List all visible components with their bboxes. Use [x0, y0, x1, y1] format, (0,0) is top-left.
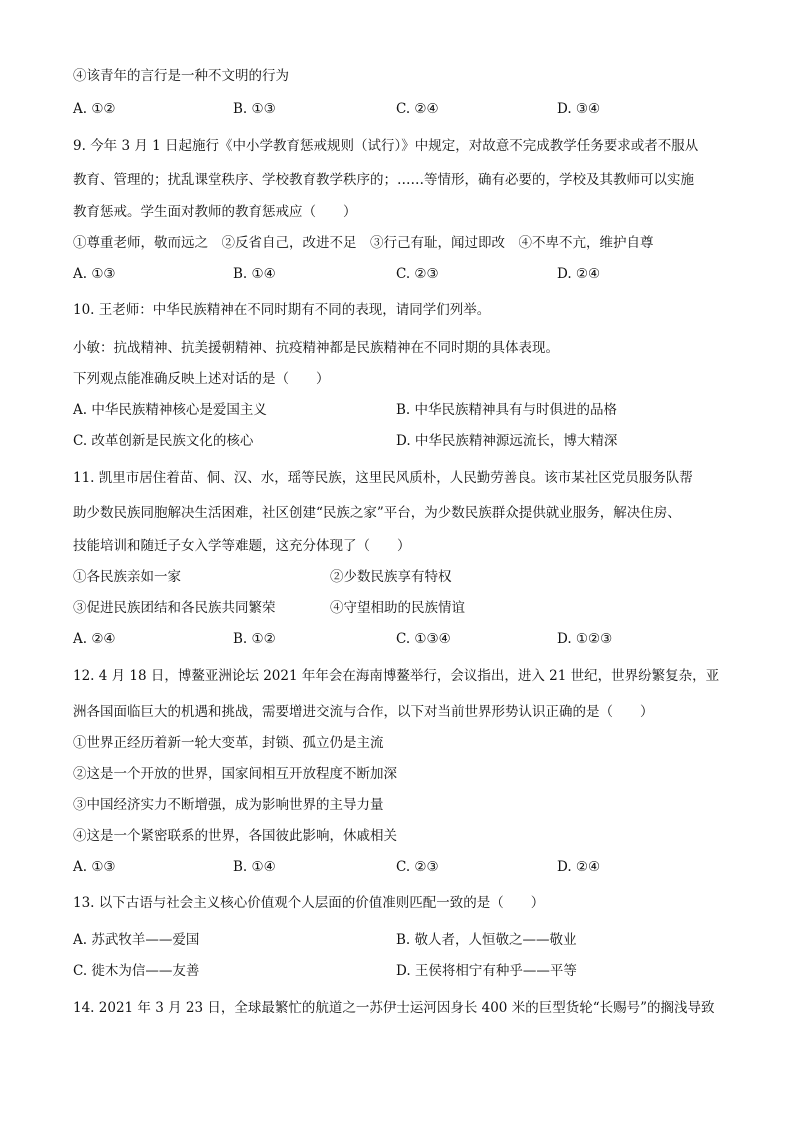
q9-items: ①尊重老师，敬而远之 ②反省自己，改进不足 ③行己有耻，闻过即改 ④不卑不亢，维护自尊 [73, 235, 654, 251]
q12-item-3: ③中国经济实力不断增强，成为影响世界的主导力量 [73, 797, 384, 813]
q13-option-d: D. 王侯将相宁有种乎——平等 [396, 963, 577, 979]
q11-option-b: B. ①② [233, 631, 276, 647]
q11-item-2: ②少数民族享有特权 [330, 569, 452, 585]
q12-item-1: ①世界正经历着新一轮大变革，封锁、孤立仍是主流 [73, 735, 384, 751]
q8-item-4: ④该青年的言行是一种不文明的行为 [73, 68, 289, 84]
q9-option-a: A. ①③ [73, 266, 116, 282]
q14-stem-line-1: 14. 2021 年 3 月 23 日，全球最繁忙的航道之一苏伊士运河因身长 400 米的巨型货轮“长赐号”的搁浅导致 [73, 1000, 715, 1016]
q9-option-b: B. ①④ [233, 266, 276, 282]
q12-stem-line-1: 12. 4 月 18 日，博鳌亚洲论坛 2021 年年会在海南博鳌举行，会议指出，进入 21 世纪，世界纷繁复杂，亚 [73, 668, 720, 684]
q10-option-c: C. 改革创新是民族文化的核心 [73, 433, 254, 449]
q12-item-4: ④这是一个紧密联系的世界，各国彼此影响，休戚相关 [73, 828, 397, 844]
q9-option-d: D. ②④ [557, 266, 601, 282]
q11-item-3: ③促进民族团结和各民族共同繁荣 [73, 600, 276, 616]
q8-option-d: D. ③④ [557, 101, 601, 117]
q10-stem-line-2: 小敏：抗战精神、抗美援朝精神、抗疫精神都是民族精神在不同时期的具体表现。 [73, 340, 559, 356]
q11-option-d: D. ①②③ [557, 631, 613, 647]
q11-stem-line-3: 技能培训和随迁子女入学等难题，这充分体现了（ ） [73, 538, 411, 554]
q12-item-2: ②这是一个开放的世界，国家间相互开放程度不断加深 [73, 766, 397, 782]
q11-option-a: A. ②④ [73, 631, 116, 647]
q13-option-a: A. 苏武牧羊——爱国 [73, 932, 200, 948]
q8-option-a: A. ①② [73, 101, 116, 117]
q9-stem-line-1: 9. 今年 3 月 1 日起施行《中小学教育惩戒规则（试行）》中规定，对故意不完成教学任务要求或者不服从 [73, 138, 699, 154]
q12-option-c: C. ②③ [396, 859, 439, 875]
q9-option-c: C. ②③ [396, 266, 439, 282]
q12-option-a: A. ①③ [73, 859, 116, 875]
q11-stem-line-1: 11. 凯里市居住着苗、侗、汉、水，瑶等民族，这里民风质朴，人民勤劳善良。该市某社区党员服务队帮 [73, 470, 693, 486]
q12-stem-line-2: 洲各国面临巨大的机遇和挑战，需要增进交流与合作，以下对当前世界形势认识正确的是（ ） [73, 704, 654, 720]
q12-option-d: D. ②④ [557, 859, 601, 875]
q10-option-a: A. 中华民族精神核心是爱国主义 [73, 402, 267, 418]
q10-option-d: D. 中华民族精神源远流长，博大精深 [396, 433, 618, 449]
q9-stem-line-2: 教育、管理的；扰乱课堂秩序、学校教育教学秩序的；……等情形，确有必要的，学校及其教师可以实施 [73, 172, 694, 188]
q8-option-c: C. ②④ [396, 101, 439, 117]
q13-option-b: B. 敬人者，人恒敬之——敬业 [396, 932, 577, 948]
q13-option-c: C. 徙木为信——友善 [73, 963, 200, 979]
q10-option-b: B. 中华民族精神具有与时俱进的品格 [396, 402, 618, 418]
q10-stem-line-3: 下列观点能准确反映上述对话的是（ ） [73, 371, 330, 387]
q8-option-b: B. ①③ [233, 101, 276, 117]
q11-stem-line-2: 助少数民族同胞解决生活困难，社区创建“民族之家”平台，为少数民族群众提供就业服务，解决住房、 [73, 505, 681, 521]
q12-option-b: B. ①④ [233, 859, 276, 875]
q10-stem-line-1: 10. 王老师：中华民族精神在不同时期有不同的表现，请同学们列举。 [73, 302, 491, 318]
q11-item-1: ①各民族亲如一家 [73, 569, 181, 585]
q13-stem: 13. 以下古语与社会主义核心价值观个人层面的价值准则匹配一致的是（ ） [73, 895, 545, 911]
q11-option-c: C. ①③④ [396, 631, 451, 647]
q11-item-4: ④守望相助的民族情谊 [330, 600, 465, 616]
q9-stem-line-3: 教育惩戒。学生面对教师的教育惩戒应（ ） [73, 204, 357, 220]
